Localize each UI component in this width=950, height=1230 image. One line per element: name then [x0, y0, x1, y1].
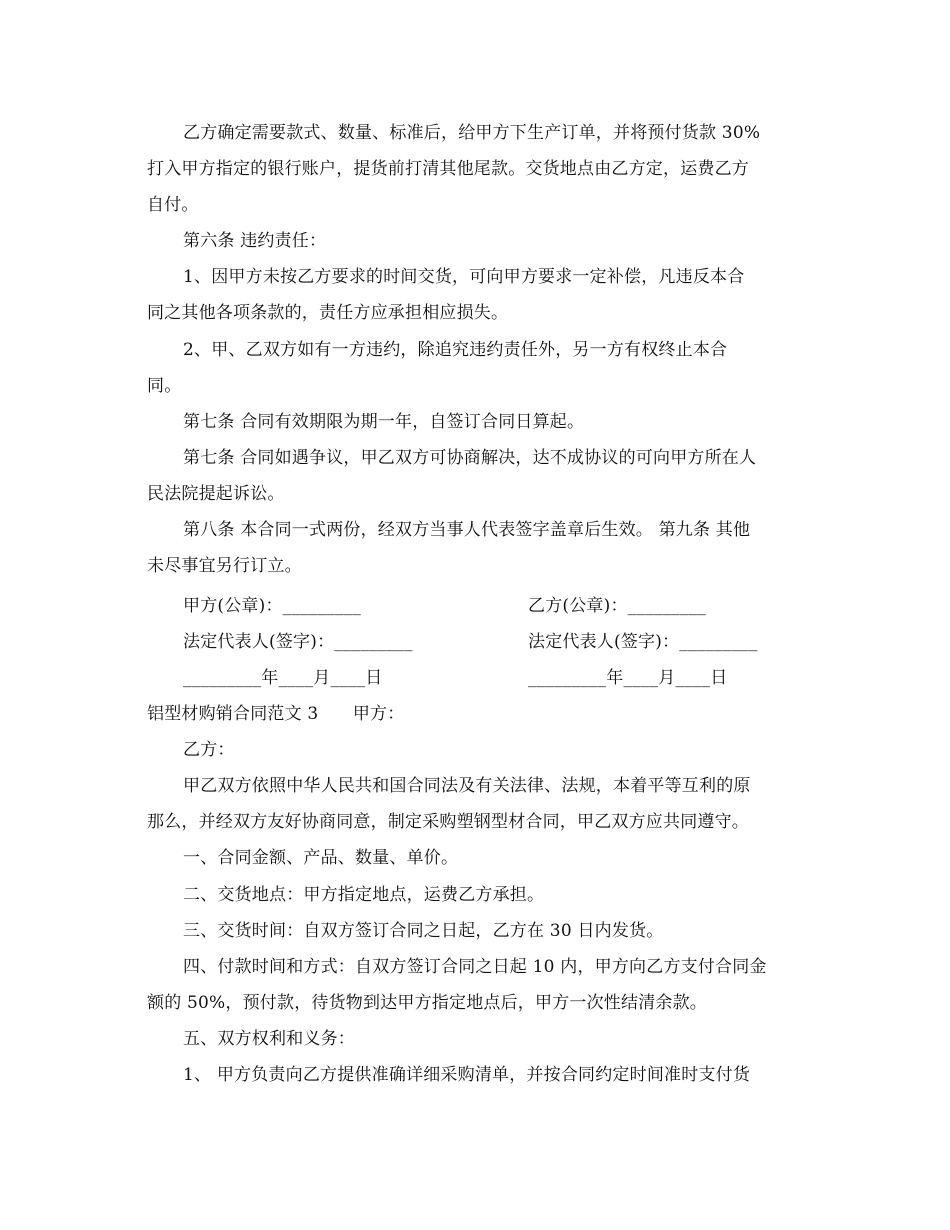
- paragraph-line: 一、合同金额、产品、数量、单价。: [183, 848, 459, 868]
- paragraph-line: 1、 甲方负责向乙方提供准确详细采购清单，并按合同约定时间准时支付货: [183, 1065, 751, 1085]
- paragraph-line: 2、甲、乙双方如有一方违约，除追究违约责任外，另一方有权终止本合: [183, 340, 728, 360]
- party-b-date-field: _________年____月____日: [528, 668, 728, 688]
- party-b-seal-field: 乙方(公章)：_________: [528, 596, 706, 616]
- paragraph-line: 四、付款时间和方式：自双方签订合同之日起 10 内，甲方向乙方支付合同金: [183, 957, 767, 977]
- paragraph-line: 打入甲方指定的银行账户，提货前打清其他尾款。交货地点由乙方定，运费乙方: [147, 159, 749, 179]
- paragraph-line: 第七条 合同有效期限为期一年，自签订合同日算起。: [183, 412, 585, 432]
- paragraph-line: 乙方：: [183, 740, 235, 760]
- paragraph-line: 额的 50%，预付款，待货物到达甲方指定地点后，甲方一次性结清余款。: [147, 993, 707, 1013]
- party-b-rep-field: 法定代表人(签字)：_________: [528, 632, 758, 652]
- contract-title-line: 铝型材购销合同范文 3 甲方：: [147, 704, 405, 724]
- paragraph-line: 同之其他各项条款的，责任方应承担相应损失。: [147, 303, 509, 323]
- section-heading: 第六条 违约责任：: [183, 231, 327, 251]
- party-a-date-field: _________年____月____日: [183, 668, 383, 688]
- paragraph-line: 五、双方权利和义务：: [183, 1029, 355, 1049]
- paragraph-line: 1、因甲方未按乙方要求的时间交货，可向甲方要求一定补偿，凡违反本合: [183, 267, 745, 287]
- party-a-seal-field: 甲方(公章)：_________: [183, 596, 361, 616]
- paragraph-line: 三、交货时间：自双方签订合同之日起，乙方在 30 日内发货。: [183, 921, 664, 941]
- paragraph-line: 乙方确定需要款式、数量、标准后，给甲方下生产订单，并将预付货款 30%: [183, 123, 761, 143]
- paragraph-line: 第八条 本合同一式两份，经双方当事人代表签字盖章后生效。 第九条 其他: [183, 520, 751, 540]
- party-a-rep-field: 法定代表人(签字)：_________: [183, 632, 413, 652]
- paragraph-line: 自付。: [147, 195, 199, 215]
- paragraph-line: 甲乙双方依照中华人民共和国合同法及有关法律、法规，本着平等互利的原: [183, 776, 751, 796]
- paragraph-line: 第七条 合同如遇争议，甲乙双方可协商解决，达不成协议的可向甲方所在人: [183, 448, 757, 468]
- paragraph-line: 二、交货地点：甲方指定地点，运费乙方承担。: [183, 885, 545, 905]
- paragraph-line: 未尽事宜另行订立。: [147, 556, 302, 576]
- paragraph-line: 民法院提起诉讼。: [147, 484, 285, 504]
- paragraph-line: 那么，并经双方友好协商同意，制定采购塑钢型材合同，甲乙双方应共同遵守。: [147, 812, 749, 832]
- paragraph-line: 同。: [147, 376, 182, 396]
